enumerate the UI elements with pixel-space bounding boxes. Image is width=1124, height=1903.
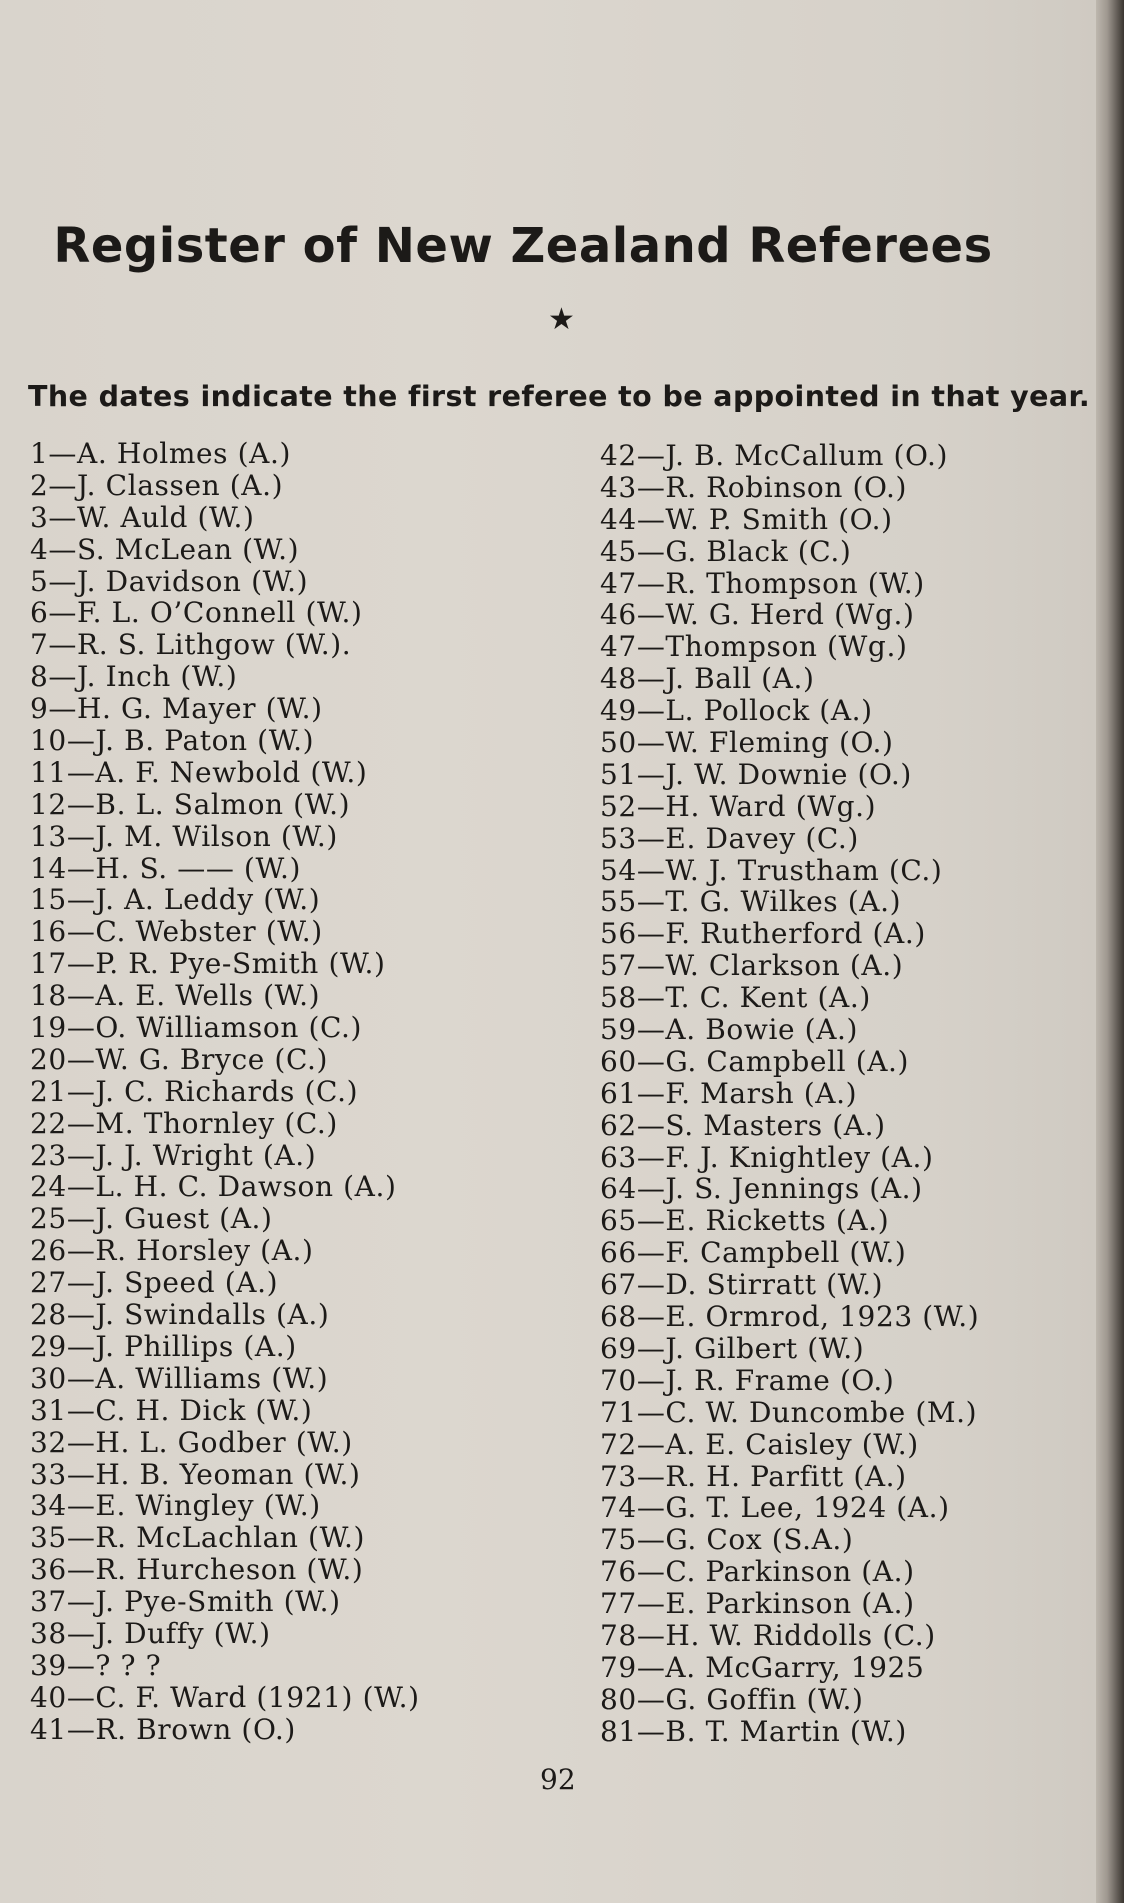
referee-entry: 22—M. Thornley (C.) (30, 1106, 338, 1140)
referee-entry: 24—L. H. C. Dawson (A.) (30, 1170, 397, 1204)
referee-entry: 26—R. Horsley (A.) (30, 1234, 314, 1268)
referee-entry: 66—F. Campbell (W.) (600, 1236, 907, 1270)
referee-entry: 72—A. E. Caisley (W.) (600, 1427, 919, 1461)
intro-note: The dates indicate the first referee to be appointed in that year. (28, 380, 1091, 413)
referee-entry: 69—J. Gilbert (W.) (600, 1331, 865, 1365)
referee-entry: 2—J. Classen (A.) (30, 468, 284, 502)
referee-entry: 4—S. McLean (W.) (30, 532, 300, 566)
referee-entry: 40—C. F. Ward (1921) (W.) (30, 1680, 420, 1714)
referee-entry: 46—W. G. Herd (Wg.) (600, 598, 915, 632)
referee-entry: 74—G. T. Lee, 1924 (A.) (600, 1491, 950, 1525)
referee-entry: 25—J. Guest (A.) (30, 1202, 273, 1236)
referee-entry: 30—A. Williams (W.) (30, 1361, 329, 1395)
referee-entry: 59—A. Bowie (A.) (600, 1013, 859, 1047)
referee-entry: 18—A. E. Wells (W.) (30, 979, 321, 1013)
referee-entry: 50—W. Fleming (O.) (600, 726, 894, 760)
referee-entry: 23—J. J. Wright (A.) (30, 1138, 317, 1172)
referee-entry: 57—W. Clarkson (A.) (600, 949, 904, 983)
referee-entry: 6—F. L. O’Connell (W.) (30, 596, 363, 630)
referee-entry: 52—H. Ward (Wg.) (600, 789, 877, 823)
referee-entry: 32—H. L. Godber (W.) (30, 1425, 353, 1459)
referee-entry: 33—H. B. Yeoman (W.) (30, 1457, 361, 1491)
referee-entry: 44—W. P. Smith (O.) (600, 502, 893, 536)
referee-entry: 9—H. G. Mayer (W.) (30, 692, 323, 726)
referee-entry: 61—F. Marsh (A.) (600, 1076, 858, 1110)
referee-entry: 21—J. C. Richards (C.) (30, 1074, 359, 1108)
referee-entry: 39—? ? ? (30, 1648, 162, 1682)
referee-entry: 36—R. Hurcheson (W.) (30, 1553, 364, 1587)
referee-entry: 35—R. McLachlan (W.) (30, 1521, 366, 1555)
referee-entry: 10—J. B. Paton (W.) (30, 724, 315, 758)
referee-entry: 53—E. Davey (C.) (600, 821, 859, 855)
referee-entry: 27—J. Speed (A.) (30, 1266, 279, 1300)
referee-list-right (600, 440, 979, 1748)
referee-entry: 8—J. Inch (W.) (30, 660, 238, 694)
referee-entry: 5—J. Davidson (W.) (30, 564, 309, 598)
referee-entry: 47—Thompson (Wg.) (600, 630, 908, 664)
referee-entry: 78—H. W. Riddolls (C.) (600, 1618, 936, 1652)
referee-entry: 20—W. G. Bryce (C.) (30, 1042, 328, 1076)
referee-entry: 13—J. M. Wilson (W.) (30, 819, 338, 853)
referee-entry: 1—A. Holmes (A.) (30, 437, 292, 470)
referee-entry: 38—J. Duffy (W.) (30, 1616, 271, 1650)
referee-entry: 73—R. H. Parfitt (A.) (600, 1459, 907, 1493)
referee-entry: 11—A. F. Newbold (W.) (30, 755, 368, 789)
referee-entry: 70—J. R. Frame (O.) (600, 1363, 895, 1397)
referee-entry: 81—B. T. Martin (W.) (600, 1714, 907, 1748)
referee-entry: 43—R. Robinson (O.) (600, 470, 907, 504)
referee-entry: 76—C. Parkinson (A.) (600, 1555, 915, 1589)
referee-entry: 58—T. C. Kent (A.) (600, 981, 871, 1015)
referee-entry: 68—E. Ormrod, 1923 (W.) (600, 1300, 980, 1334)
referee-entry: 37—J. Pye-Smith (W.) (30, 1585, 341, 1619)
referee-entry: 15—J. A. Leddy (W.) (30, 883, 321, 917)
page-title: Register of New Zealand Referees (53, 218, 993, 274)
referee-entry: 12—B. L. Salmon (W.) (30, 787, 351, 821)
referee-entry: 54—W. J. Trustham (C.) (600, 853, 943, 887)
referee-entry: 80—G. Goffin (W.) (600, 1682, 864, 1716)
referee-entry: 51—J. W. Downie (O.) (600, 757, 912, 791)
referee-entry: 45—G. Black (C.) (600, 534, 852, 568)
referee-entry: 65—E. Ricketts (A.) (600, 1204, 890, 1238)
referee-entry: 47—R. Thompson (W.) (600, 566, 925, 600)
page-number: 92 (540, 1763, 576, 1796)
star-ornament-icon: ★ (548, 302, 575, 337)
referee-entry: 31—C. H. Dick (W.) (30, 1393, 313, 1427)
referee-entry: 49—L. Pollock (A.) (600, 694, 873, 728)
referee-entry: 64—J. S. Jennings (A.) (600, 1172, 923, 1206)
referee-entry: 28—J. Swindalls (A.) (30, 1298, 330, 1332)
page-edge (1096, 0, 1124, 1903)
referee-entry: 56—F. Rutherford (A.) (600, 917, 926, 951)
referee-entry: 3—W. Auld (W.) (30, 500, 255, 534)
referee-entry: 34—E. Wingley (W.) (30, 1489, 321, 1523)
referee-entry: 60—G. Campbell (A.) (600, 1044, 910, 1078)
referee-entry: 71—C. W. Duncombe (M.) (600, 1395, 978, 1429)
referee-entry: 42—J. B. McCallum (O.) (600, 439, 948, 472)
referee-entry: 55—T. G. Wilkes (A.) (600, 885, 902, 919)
referee-entry: 7—R. S. Lithgow (W.). (30, 628, 352, 662)
referee-entry: 67—D. Stirratt (W.) (600, 1268, 884, 1302)
referee-entry: 79—A. McGarry, 1925 (600, 1650, 925, 1684)
referee-entry: 63—F. J. Knightley (A.) (600, 1140, 934, 1174)
referee-entry: 75—G. Cox (S.A.) (600, 1523, 854, 1557)
referee-entry: 17—P. R. Pye-Smith (W.) (30, 947, 386, 981)
referee-entry: 77—E. Parkinson (A.) (600, 1587, 915, 1621)
referee-entry: 62—S. Masters (A.) (600, 1108, 886, 1142)
referee-entry: 14—H. S. —— (W.) (30, 851, 301, 885)
referee-entry: 16—C. Webster (W.) (30, 915, 323, 949)
referee-entry: 48—J. Ball (A.) (600, 662, 815, 696)
referee-entry: 41—R. Brown (O.) (30, 1712, 296, 1746)
referee-entry: 29—J. Phillips (A.) (30, 1329, 297, 1363)
referee-entry: 19—O. Williamson (C.) (30, 1011, 363, 1045)
referee-list-left (30, 438, 420, 1746)
